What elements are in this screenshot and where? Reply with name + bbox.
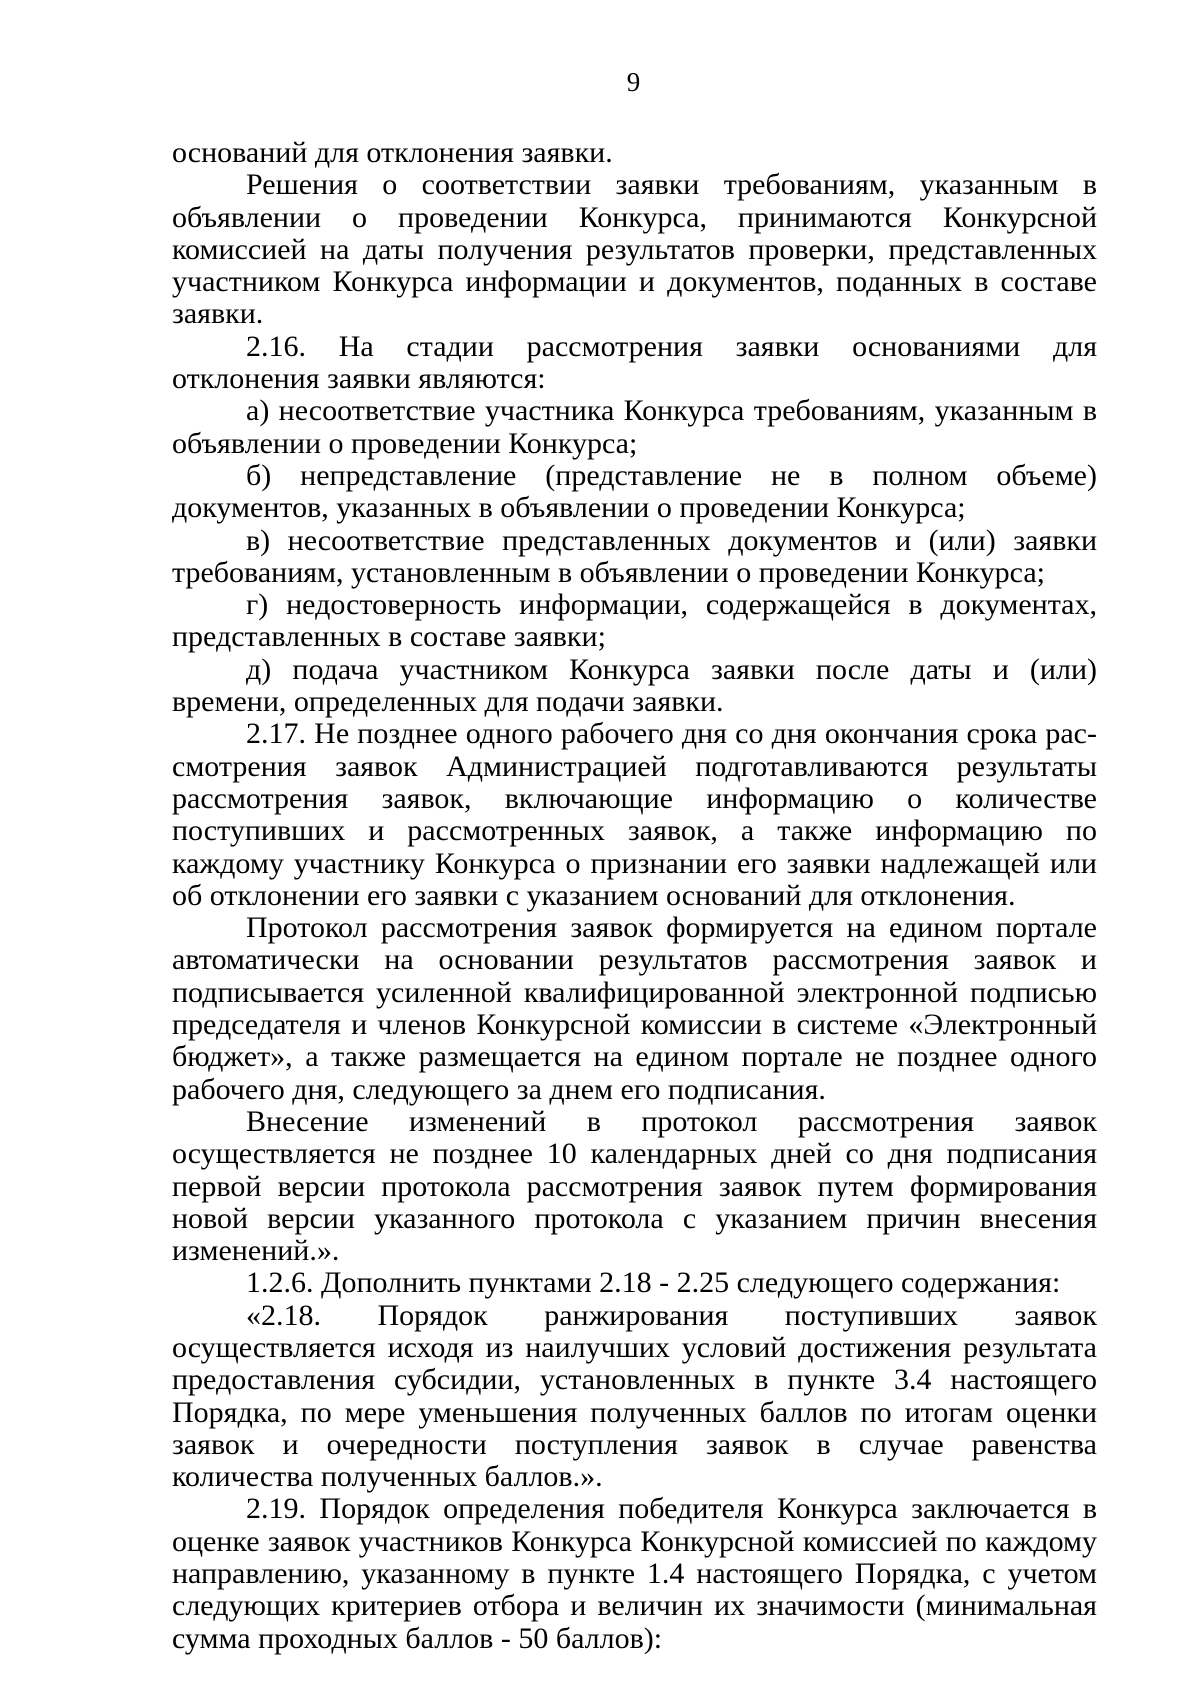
paragraph-2-17: 2.17. Не позднее одного рабочего дня со дня окончания срока рассмотрения заявок Администрацией подготавливаются результаты рассмотрения заявок, включающие информацию о количестве поступивших и рассмотренных заявок, а также информацию по каждому участнику Конкурса о признании его заявки надлежащей или об отклонении его заявки с указанием оснований для отклонения. bbox=[172, 717, 1097, 912]
paragraph-continuation: оснований для отклонения заявки. bbox=[172, 136, 613, 169]
paragraph-2-16: 2.16. На стадии рассмотрения заявки основаниями для отклонения заявки являются: bbox=[172, 329, 1097, 396]
list-item-b: б) непредставление (представление не в полном объеме) документов, указанных в объявлении о проведении Конкурса; bbox=[172, 458, 1097, 525]
paragraph-decisions: Решения о соответствии заявки требованиям, указанным в объявлении о проведении Конкурса, принимаются Конкурсной комиссией на даты получения результатов проверки, представленных участником Конкурса информации и документов, поданных в составе заявки. bbox=[172, 168, 1097, 331]
paragraph-protocol: Протокол рассмотрения заявок формируется на едином портале автоматически на основании результатов рассмотрения заявок и подписывается усиленной квалифицированной электронной подписью председателя и членов Конкурсной комиссии в системе «Электронный бюджет», а также размещается на едином портале не позднее одного рабочего дня, следующего за днем его подписания. bbox=[172, 911, 1097, 1106]
list-item-a: а) несоответствие участника Конкурса требованиям, указанным в объявлении о проведении Конкурса; bbox=[172, 394, 1097, 460]
document-body bbox=[172, 137, 1097, 1655]
list-item-g: г) недостоверность информации, содержащейся в документах, представленных в составе заявки; bbox=[172, 588, 1097, 654]
list-item-v: в) несоответствие представленных документов и (или) заявки требованиям, установленным в объявлении о проведении Конкурса; bbox=[172, 523, 1097, 589]
page-number: 9 bbox=[626, 67, 641, 97]
paragraph-2-18: «2.18. Порядок ранжирования поступивших заявок осуществляется исходя из наилучших условий достижения результата предоставления субсидии, установленных в пункте 3.4 настоящего Порядка, по мере уменьшения полученных баллов по итогам оценки заявок и очередности поступления заявок в случае равенства количества полученных баллов.». bbox=[172, 1298, 1097, 1494]
paragraph-2-19: 2.19. Порядок определения победителя Конкурса заключается в оценке заявок участников Конкурса Конкурсной комиссией по каждому направлению, указанному в пункте 1.4 настоящего Порядка, с учетом следующих критериев отбора и величин их значимости (минимальная сумма проходных баллов - 50 баллов): bbox=[172, 1492, 1097, 1655]
list-item-d: д) подача участником Конкурса заявки после даты и (или) времени, определенных для подачи заявки. bbox=[172, 652, 1097, 719]
paragraph-1-2-6: 1.2.6. Дополнить пунктами 2.18 - 2.25 следующего содержания: bbox=[246, 1266, 1061, 1300]
paragraph-amendments: Внесение изменений в протокол рассмотрения заявок осуществляется не позднее 10 календарных дней со дня подписания первой версии протокола рассмотрения заявок путем формирования новой версии указанного протокола с указанием причин внесения изменений.». bbox=[172, 1104, 1097, 1268]
